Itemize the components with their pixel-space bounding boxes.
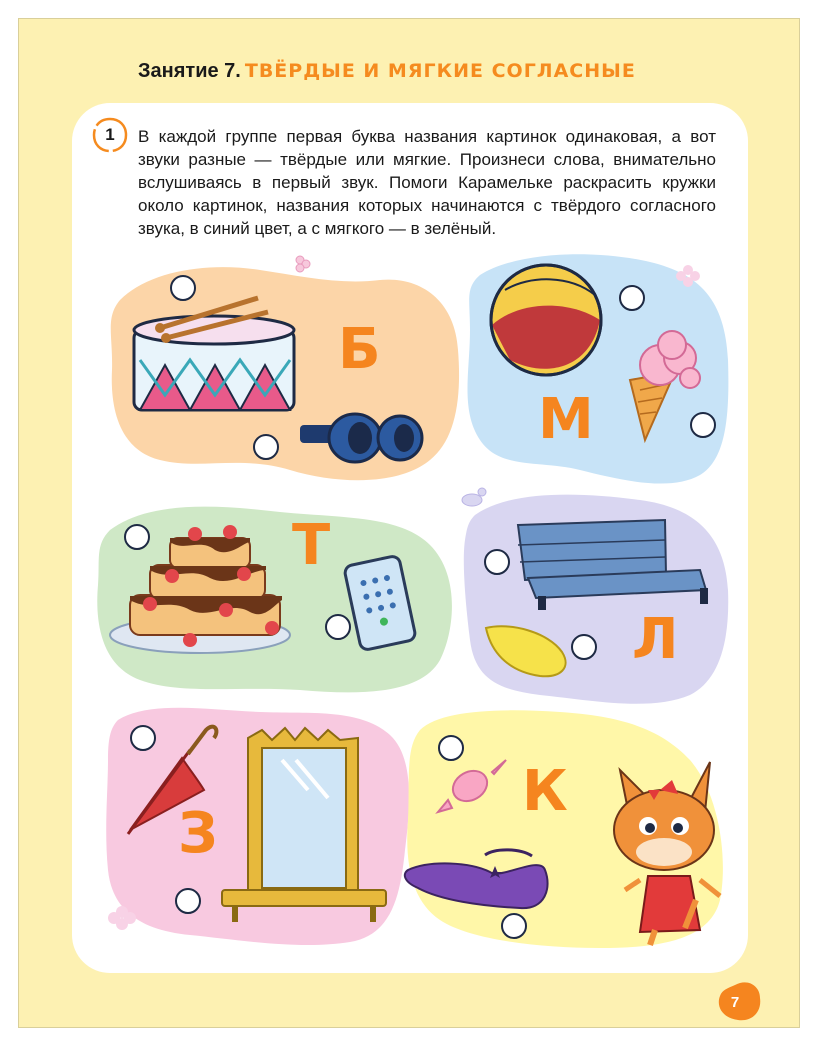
- bug-icon: [462, 488, 486, 506]
- answer-circle[interactable]: [171, 276, 195, 300]
- lesson-number: Занятие 7.: [138, 60, 241, 82]
- flower-icon: [296, 256, 310, 272]
- page-number: 7: [730, 994, 740, 1011]
- answer-circle[interactable]: [502, 914, 526, 938]
- group-letter: З: [178, 801, 218, 866]
- answer-circle[interactable]: [131, 726, 155, 750]
- lesson-topic: ТВЁРДЫЕ И МЯГКИЕ СОГЛАСНЫЕ: [244, 60, 636, 82]
- group-letter: Б: [338, 317, 381, 382]
- answer-circle[interactable]: [254, 435, 278, 459]
- answer-circle[interactable]: [691, 413, 715, 437]
- answer-circle[interactable]: [572, 635, 596, 659]
- group-letter: Т: [292, 513, 331, 578]
- answer-circle[interactable]: [485, 550, 509, 574]
- group-letter: Л: [632, 607, 679, 672]
- group-letter: М: [538, 387, 594, 452]
- answer-circle[interactable]: [620, 286, 644, 310]
- task-number: 1: [105, 125, 115, 144]
- ball-icon: [491, 265, 601, 375]
- answer-circle[interactable]: [176, 889, 200, 913]
- answer-circle[interactable]: [125, 525, 149, 549]
- answer-circle[interactable]: [439, 736, 463, 760]
- answer-circle[interactable]: [326, 615, 350, 639]
- group-letter: К: [522, 759, 568, 824]
- task-text: В каждой группе первая буква названия картинок одинаковая, а вот звуки разные — твёрдые или мягкие. Произнеси слова, внимательно вслушиваясь в первый звук. Помоги Карамельке раскрасить кружки около картинок, названия которых начинаются с твёрдого согласного звука, в синий цвет, а с мягкого — в зелёный.: [138, 127, 716, 238]
